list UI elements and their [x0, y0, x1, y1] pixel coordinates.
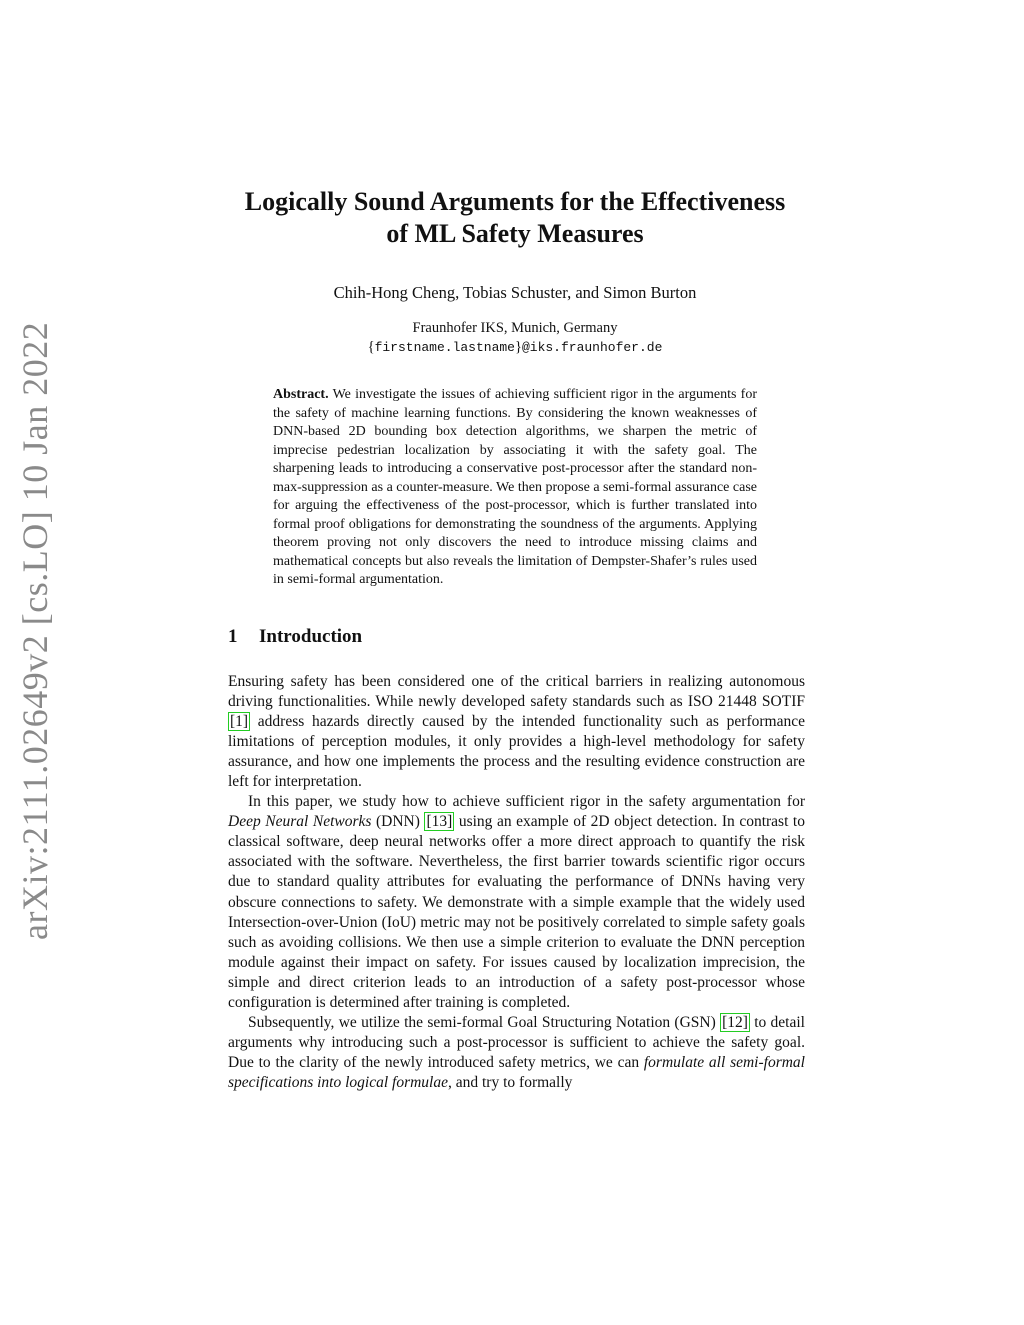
abstract [273, 386, 757, 590]
section-title: Introduction [259, 626, 363, 647]
citation-link[interactable]: [12] [722, 1013, 748, 1031]
paragraph-text: In this paper, we study how to achieve sufficient rigor in the safety argumentation for [248, 793, 805, 811]
paragraph-text: (DNN) [371, 813, 425, 831]
paragraph-text: , and try to formally [448, 1073, 573, 1091]
email-brace-open: { [367, 339, 375, 355]
emphasis-term: formulate all semi-formal specifications into logical formulae [228, 1053, 805, 1091]
paragraph-text: Ensuring safety has been considered one of the critical barriers in realizing autonomous driving functionalities. While newly developed safety standards such as ISO 21448 SOTIF [228, 673, 805, 711]
paragraph-text: address hazards directly caused by the intended functionality such as performance limitations of perception modules, it only provides a high-level methodology for safety assurance, and how one implements the process and the resulting evidence construction are left for interpretation. [228, 713, 805, 791]
section-number: 1 [228, 626, 238, 647]
paragraph-text: using an example of 2D object detection. In contrast to classical software, deep neural networks offer a more direct approach to quantify the risk associated with the software. Nevertheless, the first barrier towards scientific rigor occurs due to standard quality attributes for evaluating the performance of DNNs having very obscure connections to safety. We demonstrate with a simple example that the widely used Intersection-over-Union (IoU) metric may not be positively correlated to simple safety goals such as avoiding collisions. We then use a simple criterion to evaluate the DNN perception module against their impact on safety. For issues caused by localization imprecision, the simple and direct criterion leads to an introduction of a safety post-processor whose configuration is determined after training is completed. [228, 813, 805, 1011]
paragraph-text: to detail arguments why introducing such a post-processor is sufficient to achieve the safety goal. Due to the clarity of the newly introduced safety metrics, we can [228, 1013, 805, 1071]
affiliation-block [210, 319, 820, 357]
introduction-body [228, 672, 805, 1093]
citation-link[interactable]: [1] [230, 713, 249, 731]
title-line-1: Logically Sound Arguments for the Effectiveness [244, 187, 786, 216]
paragraph-1 [228, 672, 805, 792]
emphasis-term: Deep Neural Networks [228, 813, 372, 831]
section-heading-introduction [228, 626, 362, 648]
citation-link[interactable]: [13] [426, 813, 453, 831]
email-user: firstname.lastname [374, 340, 515, 355]
paragraph-3 [228, 1013, 805, 1093]
abstract-text: We investigate the issues of achieving sufficient rigor in the arguments for the safety of machine learning functions. By considering the known weaknesses of DNN-based 2D bounding box detection algorithms, we sharpen the metric of imprecise pedestrian localization by associating it with the safety goal. The sharpening leads to introducing a conservative post-processor after the standard non-max-suppression as a counter-measure. We then propose a semi-formal assurance case for arguing the effectiveness of the post-processor, which is further translated into formal proof obligations for demonstrating the soundness of the arguments. Applying theorem proving not only discovers the need to introduce missing claims and mathematical concepts but also reveals the limitation of Dempster-Shafer’s rules used in semi-formal argumentation. [273, 387, 757, 587]
paragraph-text: Subsequently, we utilize the semi-formal Goal Structuring Notation (GSN) [248, 1013, 721, 1031]
institution: Fraunhofer IKS, Munich, Germany [412, 320, 618, 336]
paper-title [210, 186, 820, 250]
arxiv-identifier-stamp[interactable]: arXiv:2111.02649v2 [cs.LO] 10 Jan 2022 [15, 321, 55, 940]
title-line-2: of ML Safety Measures [386, 219, 644, 248]
email-domain: @iks.fraunhofer.de [521, 340, 663, 355]
paragraph-2 [228, 792, 805, 1013]
abstract-label: Abstract. [273, 387, 329, 402]
author-list: Chih-Hong Cheng, Tobias Schuster, and Simon Burton [333, 283, 697, 302]
email-address[interactable] [210, 338, 820, 357]
email-brace-close: } [515, 339, 522, 355]
